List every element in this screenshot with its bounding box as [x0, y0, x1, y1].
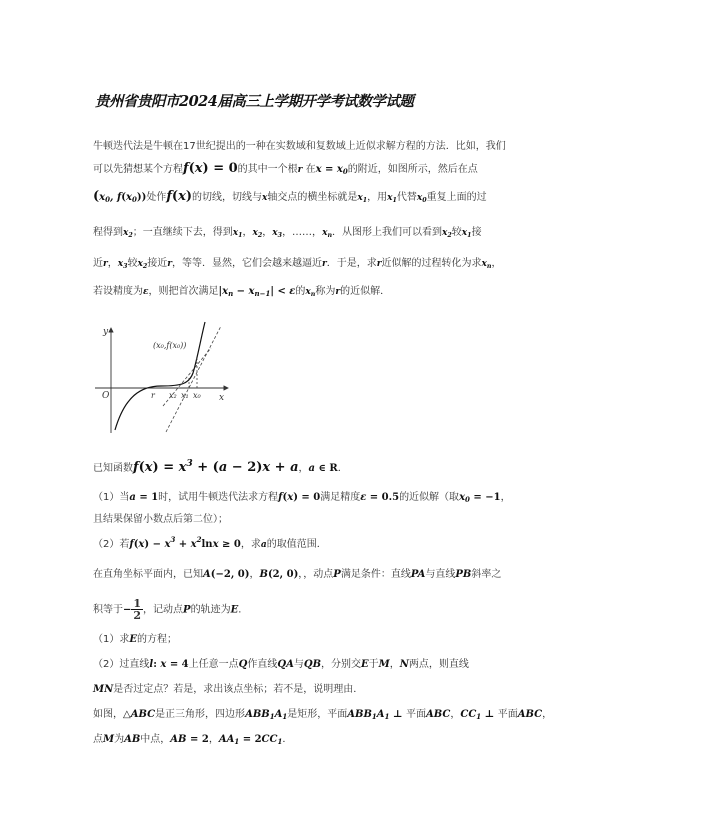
- page-title: 贵州省贵阳市2024届高三上学期开学考试数学试题: [95, 93, 414, 110]
- q3-line1: 如图，△ABC是正三角形，四边形$ABB_1A_1$是矩形，平面$ABB_1A_1$ ⊥ 平面ABC，$CC_1$ ⊥ 平面ABC，: [93, 709, 553, 721]
- x1-label: x₁: [181, 391, 189, 400]
- x-axis-label: x: [219, 393, 225, 403]
- q1-part2: （2）若$f(x) - x^3 + x^2\ln x \ge 0$，求a的取值范围．: [93, 535, 327, 550]
- root-label: r: [151, 391, 155, 400]
- x2-label: x₂: [169, 391, 177, 400]
- q2-part2-line2: MN是否过定点？若是，求出该点坐标；若不是，说明理由．: [93, 684, 364, 695]
- q2-line1: 在直角坐标平面内，已知A(−2, 0)，B(2, 0)，，动点P满足条件：直线PA与直线PB斜率之: [93, 569, 502, 580]
- x0-label: x₀: [193, 391, 201, 400]
- q2-part1: （1）求E的方程；: [93, 634, 177, 645]
- function-curve: [115, 322, 205, 430]
- para1-line6: 若设精度为ε，则把首次满足$|x_n - x_{n-1}| < \varepsilon$的$x_n$称为r的近似解．: [93, 286, 391, 298]
- y-axis-label: y: [103, 327, 109, 337]
- q2-part2-line1: （2）过直线l: x = 4上任意一点Q作直线QA与QB，分别交E于M，N两点，则直线: [93, 659, 469, 670]
- q1-part1-line1: （1）当a = 1时，试用牛顿迭代法求方程f(x) = 0满足精度ε = 0.5的近似解（取$x_0 = -1$，: [93, 492, 511, 504]
- para1-line4: 程得到$x_2$；一直继续下去，得到$x_1$，$x_2$，$x_3$，……，$x_n$．从图形上我们可以看到$x_2$较$x_1$接: [93, 227, 482, 239]
- para1-line1: 牛顿迭代法是牛顿在17世纪提出的一种在实数域和复数域上近似求解方程的方法．比如，我们: [93, 141, 506, 152]
- origin-label: O: [102, 391, 110, 401]
- para1-line5: 近r，$x_3$较$x_2$接近r，等等．显然，它们会越来越逼近r．于是，求r近似解的过程转化为求$x_n$，: [93, 258, 502, 270]
- newton-iteration-graph: [93, 318, 238, 438]
- q1-part1-line2: 且结果保留小数点后第二位）；: [93, 514, 228, 525]
- point-label: (x₀,f(x₀)): [153, 341, 187, 350]
- q2-line2: 积等于− $\frac{1}{2}$ ，记动点P的轨迹为E．: [93, 597, 249, 622]
- q1-intro: 已知函数$f(x) = x^3 + (a - 2)x + a$，a ∈ R．: [93, 458, 348, 475]
- para1-line2: 可以先猜想某个方程f(x) = 0的其中一个根r 在$x = x_0$的附近，如图所示，然后在点: [93, 161, 478, 176]
- para1-line3: ($x_0$, $f(x_0)$)处作f(x)的切线，切线与x轴交点的横坐标就是$x_1$，用$x_1$代替$x_0$重复上面的过: [93, 189, 487, 204]
- q3-line2: 点M为AB中点，AB = 2，$AA_1 = 2CC_1$．: [93, 734, 293, 746]
